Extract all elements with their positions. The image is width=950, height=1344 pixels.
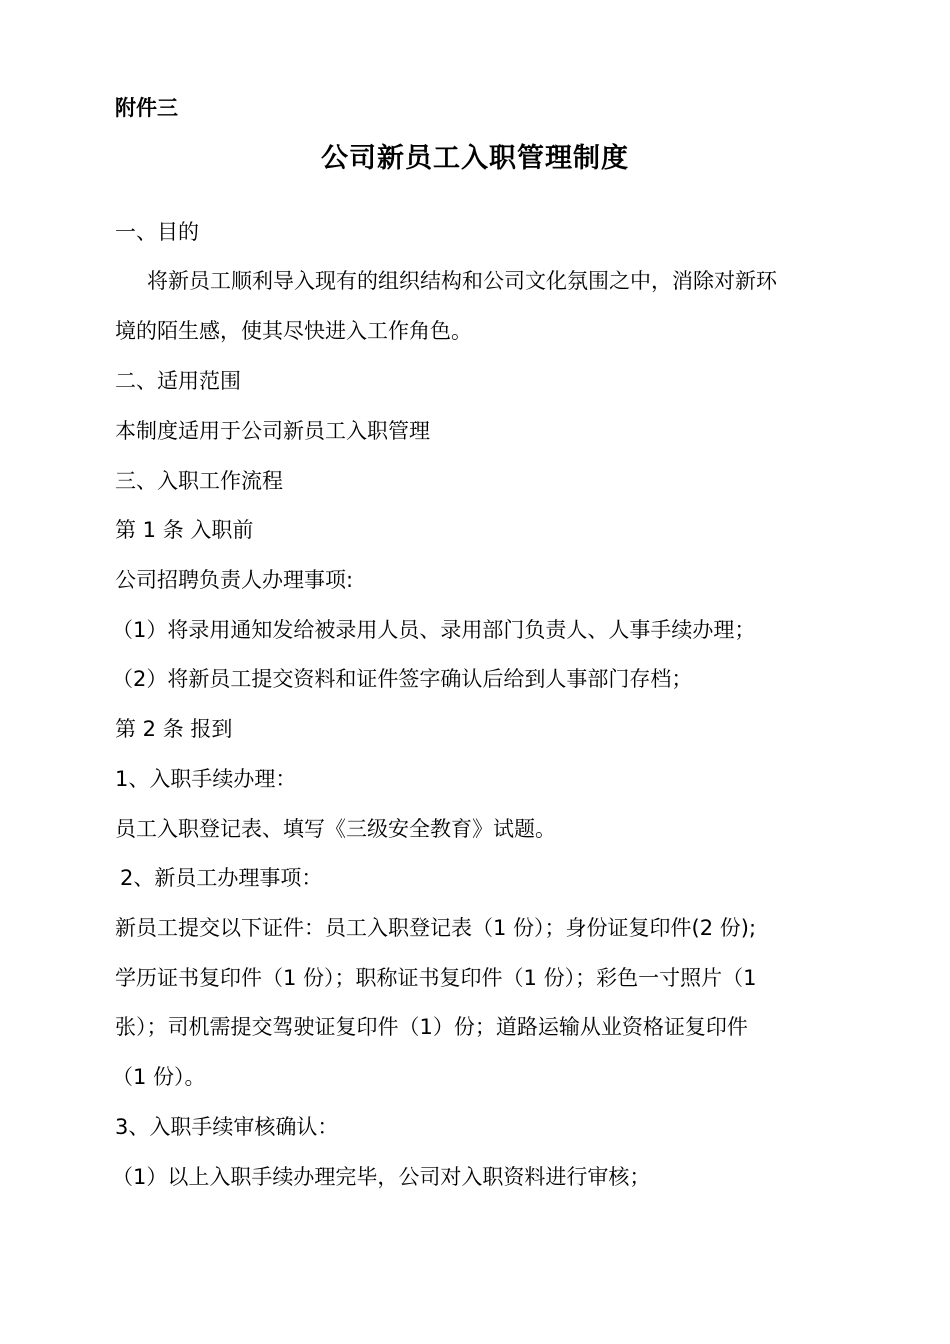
paragraph-line: 公司招聘负责人办理事项: (115, 568, 354, 592)
list-item: （1）将录用通知发给被录用人员、录用部门负责人、人事手续办理； (112, 618, 756, 642)
paragraph-line: 境的陌生感，使其尽快进入工作角色。 (115, 319, 472, 343)
section-heading-process: 三、入职工作流程 (115, 469, 283, 493)
paragraph-line: 本制度适用于公司新员工入职管理 (115, 419, 430, 443)
list-item: （2）将新员工提交资料和证件签字确认后给到人事部门存档； (112, 667, 693, 691)
article-heading-1: 第 1 条 入职前 (115, 518, 254, 542)
paragraph-line: 学历证书复印件（1 份）；职称证书复印件（1 份）；彩色一寸照片（1 (115, 966, 757, 990)
section-heading-scope: 二、适用范围 (115, 369, 241, 393)
section-heading-purpose: 一、目的 (115, 220, 199, 244)
subheading: 3、入职手续审核确认： (115, 1115, 339, 1139)
paragraph-line: 新员工提交以下证件：员工入职登记表（1 份）；身份证复印件(2 份); (115, 916, 757, 940)
document-title: 公司新员工入职管理制度 (321, 143, 629, 174)
paragraph-line: （1 份）。 (112, 1065, 206, 1089)
paragraph-line: 张）；司机需提交驾驶证复印件（1）份；道路运输从业资格证复印件 (115, 1015, 748, 1039)
attachment-label: 附件三 (115, 96, 178, 120)
list-item: （1）以上入职手续办理完毕，公司对入职资料进行审核； (112, 1165, 651, 1189)
subheading: 1、入职手续办理： (115, 767, 297, 791)
paragraph-line: 员工入职登记表、填写《三级安全教育》试题。 (115, 817, 556, 841)
paragraph-line: 将新员工顺利导入现有的组织结构和公司文化氛围之中，消除对新环 (147, 269, 777, 293)
subheading: 2、新员工办理事项： (120, 866, 323, 890)
article-heading-2: 第 2 条 报到 (115, 717, 233, 741)
